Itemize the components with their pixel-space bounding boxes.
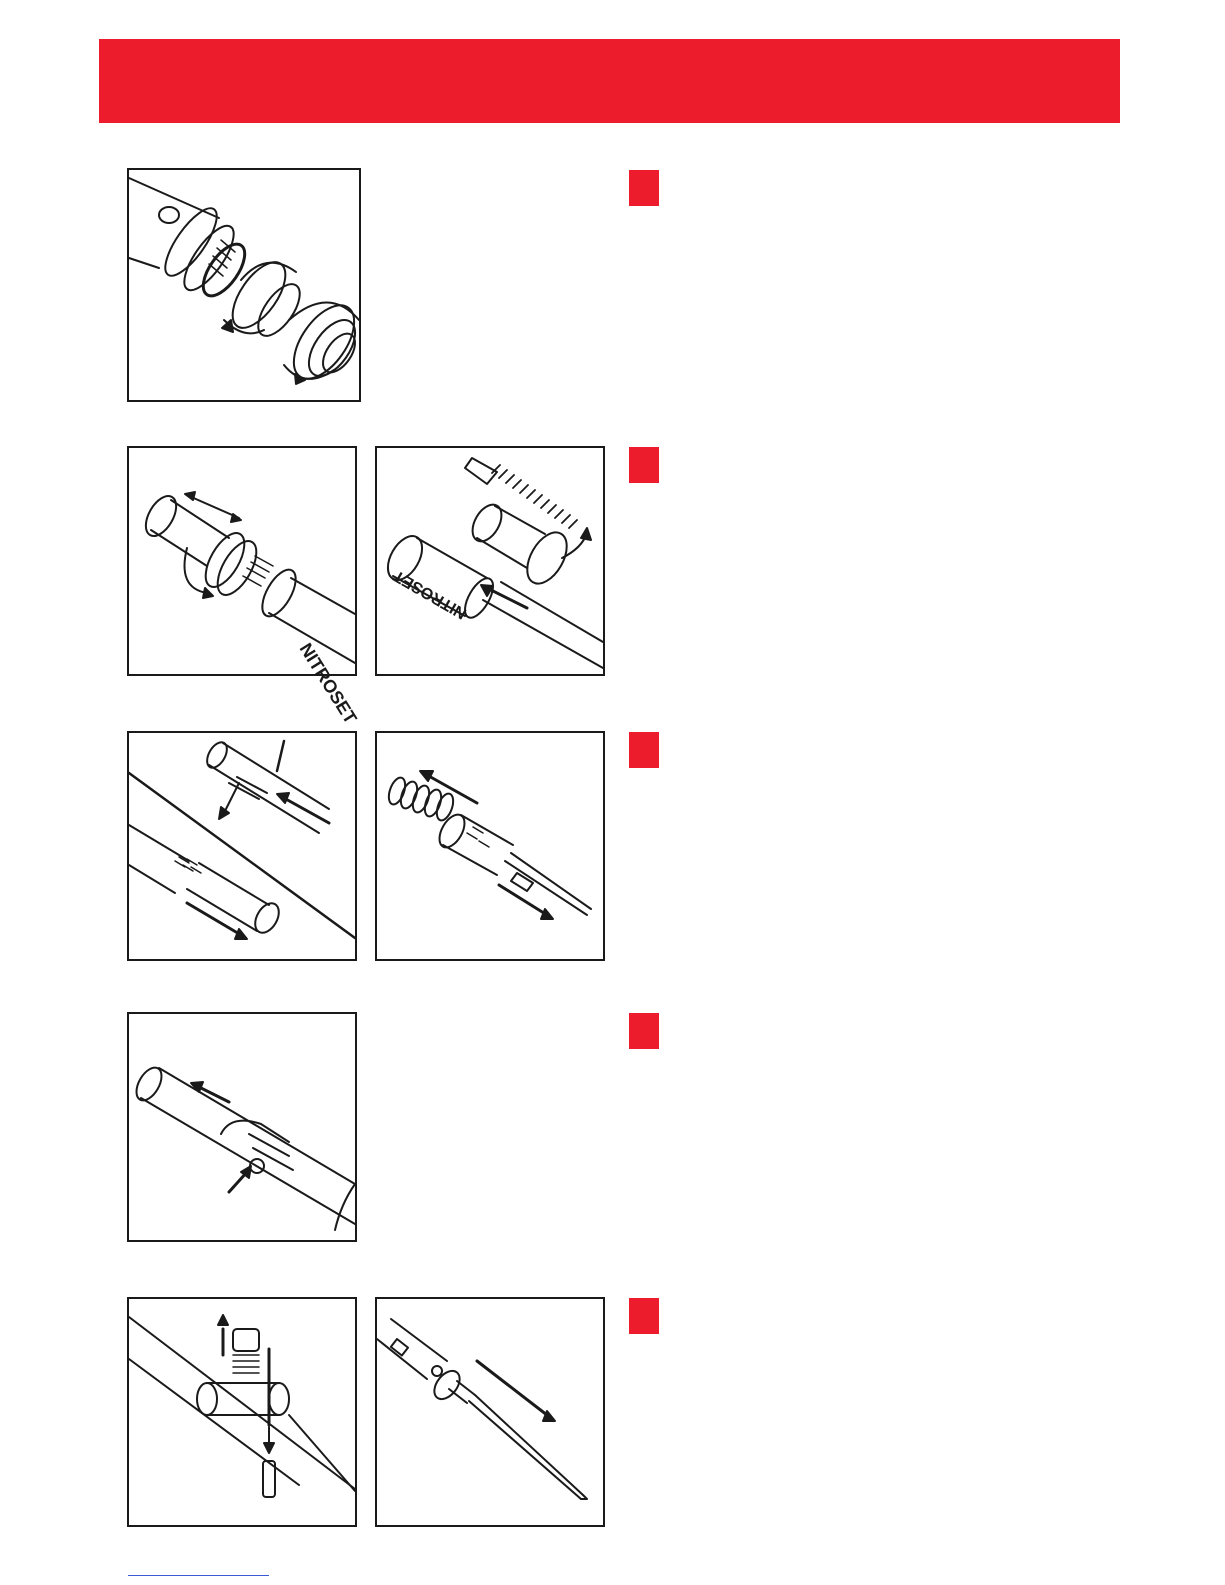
step-2-marker <box>629 447 659 483</box>
figure-step3-separate-spring <box>375 731 605 961</box>
svg-text:NITROSET: NITROSET <box>390 566 470 622</box>
footer-link-underline <box>128 1575 269 1576</box>
figure-step3-remove-pin-piston <box>127 731 357 961</box>
figure-step2-remove-spring <box>375 446 605 676</box>
figure-step4-insert-pin <box>127 1012 357 1242</box>
header-banner <box>99 39 1120 123</box>
figure-step1-disassemble-cap <box>127 168 361 402</box>
svg-text:NITROSET: NITROSET <box>295 639 361 728</box>
figure-step5-pull-rod <box>375 1297 605 1527</box>
step-3-marker <box>629 732 659 768</box>
step-4-marker <box>629 1013 659 1049</box>
step-1-marker <box>629 170 659 206</box>
figure-step2-unscrew-barrel <box>127 446 361 728</box>
figure-step5-remove-screw <box>127 1297 357 1527</box>
step-5-marker <box>629 1298 659 1334</box>
